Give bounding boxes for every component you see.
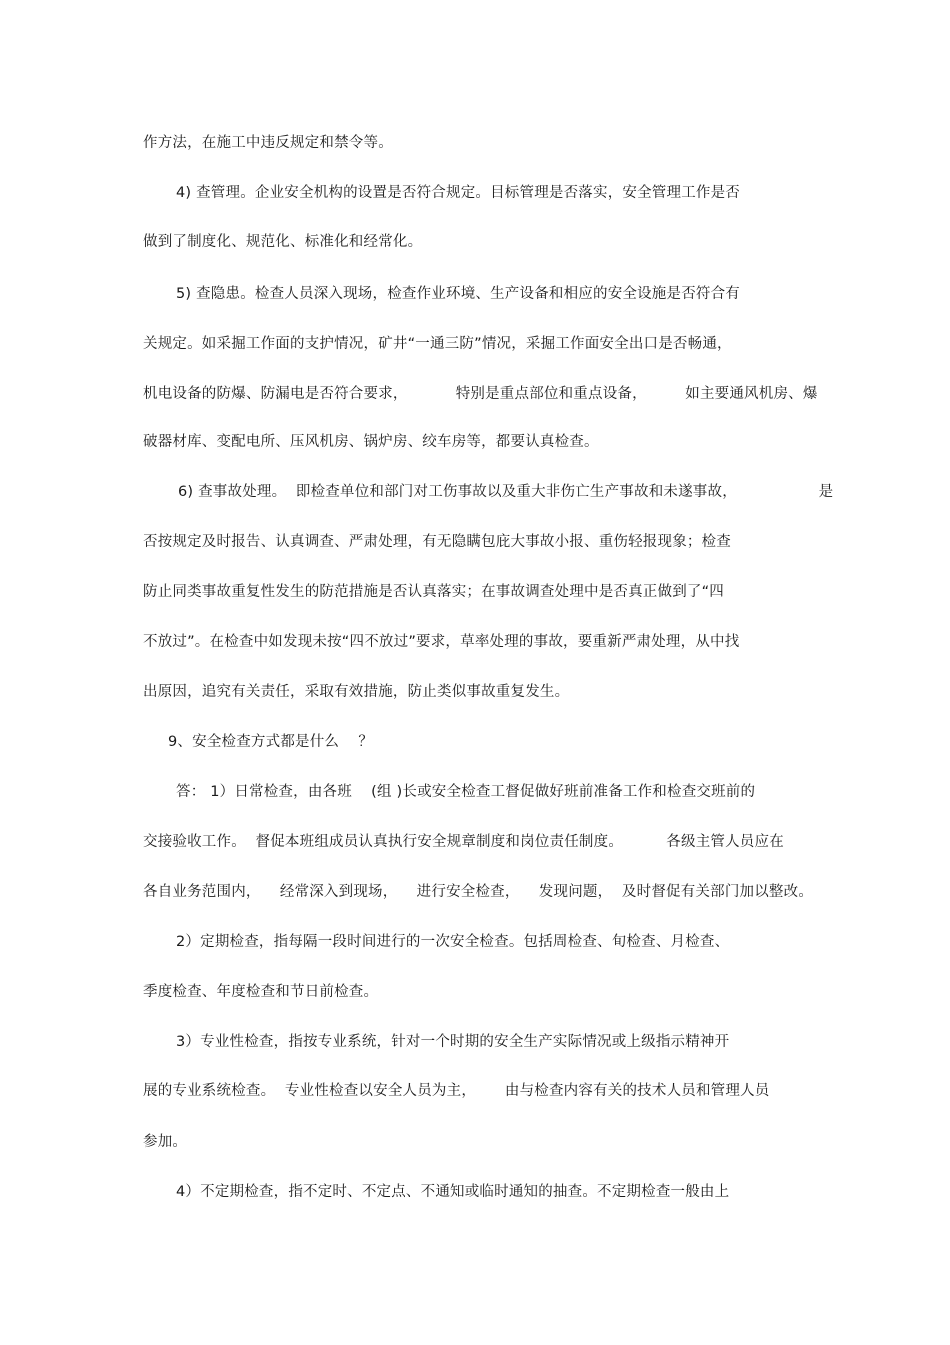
text-line: 交接验收工作。 督促本班组成员认真执行安全规章制度和岗位责任制度。 各级主管人员应在 bbox=[143, 834, 784, 850]
text-line: 4）不定期检查，指不定时、不定点、不通知或临时通知的抽查。不定期检查一般由上 bbox=[176, 1184, 730, 1200]
text-line: 否按规定及时报告、认真调查、严肃处理，有无隐瞒包庇大事故小报、重伤轻报现象；检查 bbox=[143, 534, 731, 550]
text-line: 机电设备的防爆、防漏电是否符合要求， 特别是重点部位和重点设备， 如主要通风机房、爆 bbox=[143, 386, 818, 402]
text-line: 关规定。如采掘工作面的支护情况，矿井“一通三防”情况，采掘工作面安全出口是否畅通， bbox=[143, 336, 732, 352]
text-line: 破器材库、变配电所、压风机房、锅炉房、绞车房等，都要认真检查。 bbox=[143, 434, 599, 450]
text-line: 不放过”。在检查中如发现未按“四不放过”要求，草率处理的事故，要重新严肃处理，从中找 bbox=[143, 634, 740, 650]
text-line: 展的专业系统检查。 专业性检查以安全人员为主， 由与检查内容有关的技术人员和管理人员 bbox=[143, 1083, 770, 1099]
text-line: 3）专业性检查，指按专业系统，针对一个时期的安全生产实际情况或上级指示精神开 bbox=[176, 1034, 730, 1050]
text-line: 答： 1）日常检查，由各班 (组 )长或安全检查工督促做好班前准备工作和检查交班前的 bbox=[176, 784, 756, 800]
text-line: 做到了制度化、规范化、标准化和经常化。 bbox=[143, 234, 423, 250]
text-line: 季度检查、年度检查和节日前检查。 bbox=[143, 984, 379, 1000]
text-line: 5) 查隐患。检查人员深入现场，检查作业环境、生产设备和相应的安全设施是否符合有 bbox=[176, 286, 740, 302]
text-line: 4) 查管理。企业安全机构的设置是否符合规定。目标管理是否落实，安全管理工作是否 bbox=[176, 185, 740, 201]
text-line: 6) 查事故处理。 即检查单位和部门对工伤事故以及重大非伤亡生产事故和未遂事故， 是 bbox=[178, 484, 834, 500]
text-line: 2）定期检查，指每隔一段时间进行的一次安全检查。包括周检查、旬检查、月检查、 bbox=[176, 934, 730, 950]
text-line: 各自业务范围内， 经常深入到现场， 进行安全检查， 发现问题， 及时督促有关部门加以整改。 bbox=[143, 884, 814, 900]
text-line: 防止同类事故重复性发生的防范措施是否认真落实；在事故调查处理中是否真正做到了“四 bbox=[143, 584, 725, 600]
text-line: 出原因，追究有关责任，采取有效措施，防止类似事故重复发生。 bbox=[143, 684, 570, 700]
section-heading: 9、安全检查方式都是什么 ？ bbox=[168, 734, 374, 750]
text-line: 作方法，在施工中违反规定和禁令等。 bbox=[143, 135, 393, 151]
text-line: 参加。 bbox=[143, 1134, 188, 1150]
